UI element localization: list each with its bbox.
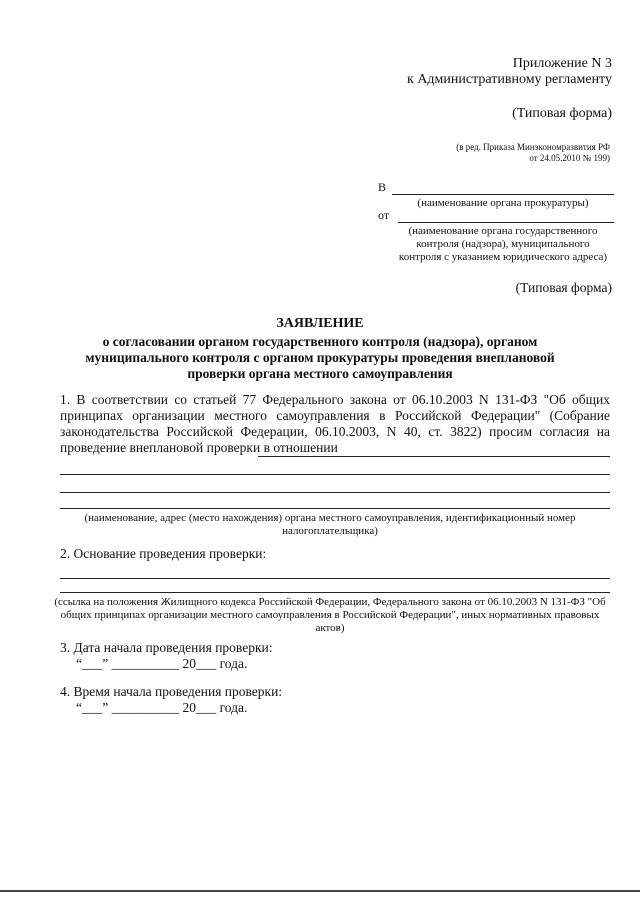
from-field-line	[398, 222, 614, 223]
section4-date-line: “___” __________ 20___ года.	[76, 700, 248, 715]
section1-entity-line-1	[60, 474, 610, 475]
section1-caption-2: налогоплательщика)	[282, 525, 378, 537]
section1-caption-1: (наименование, адрес (место нахождения) органа местного самоуправления, идентификационный номер	[84, 512, 576, 524]
form-type-top: (Типовая форма)	[512, 106, 612, 121]
appendix-reference: к Административному регламенту	[407, 72, 612, 87]
from-caption-2: контроля (надзора), муниципального	[416, 238, 590, 250]
section1-entity-line-3	[60, 508, 610, 509]
title-line-1: о согласовании органом государственного контроля (надзора), органом	[102, 334, 538, 349]
edition-note-line1: (в ред. Приказа Минэкономразвития РФ	[456, 142, 610, 152]
section2-caption-1: (ссылка на положения Жилищного кодекса Российской Федерации, Федерального закона от 06.10.2003 N 131-ФЗ "Об	[54, 596, 606, 608]
section2-line-1	[60, 578, 610, 579]
section1-entity-line-2	[60, 492, 610, 493]
document-title: ЗАЯВЛЕНИЕ	[276, 316, 364, 331]
section1-text: 1. В соответствии со статьей 77 Федерального закона от 06.10.2003 N 131-ФЗ "Об общих принципах организации местного самоуправления в Российской Федерации" (Собрание законодательства Российской Федерации, 06.10.2003, N 40, ст. 3822) просим согласия на	[60, 392, 610, 439]
section4-label: 4. Время начала проведения проверки:	[60, 684, 283, 699]
section3-date-line: “___” __________ 20___ года.	[76, 656, 248, 671]
section1-last-line: проведение внеплановой проверки в отношении	[60, 440, 338, 455]
section2-label: 2. Основание проведения проверки:	[60, 546, 267, 561]
page-bottom-rule	[0, 890, 640, 892]
title-line-2: муниципального контроля с органом прокуратуры проведения внеплановой	[85, 350, 555, 365]
appendix-number: Приложение N 3	[512, 56, 612, 71]
from-prefix: от	[378, 208, 390, 222]
section2-caption-2: общих принципах организации местного самоуправления в Российской Федерации", иных нормативных правовых	[60, 609, 600, 621]
edition-note-line2: от 24.05.2010 № 199)	[529, 153, 610, 163]
to-caption: (наименование органа прокуратуры)	[417, 197, 589, 209]
form-type-mid: (Типовая форма)	[515, 280, 612, 295]
to-prefix: В	[378, 180, 387, 194]
to-field-line	[392, 194, 614, 195]
from-caption-1: (наименование органа государственного	[408, 225, 598, 237]
section2-line-2	[60, 592, 610, 593]
section3-label: 3. Дата начала проведения проверки:	[60, 640, 273, 655]
section2-caption-3: актов)	[315, 622, 345, 634]
title-line-3: проверки органа местного самоуправления	[187, 366, 453, 381]
from-caption-3: контроля с указанием юридического адреса)	[398, 251, 608, 263]
section1-entity-line-0	[258, 456, 610, 457]
